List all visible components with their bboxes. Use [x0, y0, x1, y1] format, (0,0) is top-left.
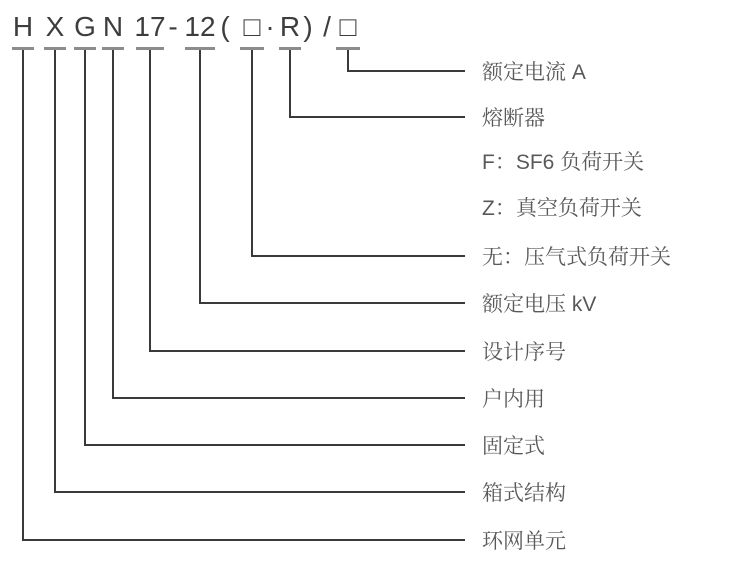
connector-vertical-square-2 — [347, 50, 349, 70]
model-token-rparen: ) — [303, 11, 313, 42]
model-token-lparen: ( — [220, 11, 230, 42]
meaning-label-fuse: 熔断器 — [482, 107, 545, 130]
connector-horizontal-square-1 — [251, 255, 465, 257]
model-token-slash: / — [323, 11, 331, 42]
connector-vertical-12 — [199, 50, 201, 302]
model-token-17: 17 — [134, 11, 166, 42]
connector-vertical-17 — [149, 50, 151, 350]
connector-vertical-n — [112, 50, 114, 397]
model-token-dot: · — [265, 11, 275, 42]
connector-horizontal-r — [289, 116, 465, 118]
model-token-square-1: □ — [243, 11, 261, 42]
connector-vertical-square-1 — [251, 50, 253, 255]
model-token-n: N — [102, 11, 124, 42]
connector-horizontal-12 — [199, 302, 465, 304]
model-token-x: X — [45, 11, 65, 42]
meaning-label-option-z: Z：真空负荷开关 — [482, 197, 642, 220]
connector-horizontal-g — [84, 444, 465, 446]
meaning-label-design-serial: 设计序号 — [482, 341, 566, 364]
connector-horizontal-n — [112, 397, 465, 399]
meaning-label-rated-voltage: 额定电压 kV — [482, 293, 597, 316]
meaning-label-indoor-use: 户内用 — [482, 388, 545, 411]
meaning-label-option-none: 无：压气式负荷开关 — [482, 246, 671, 269]
meaning-label-fixed-type: 固定式 — [482, 435, 545, 458]
model-token-r: R — [279, 11, 301, 42]
meaning-label-rated-current: 额定电流 A — [482, 61, 586, 84]
connector-horizontal-h — [22, 539, 465, 541]
connector-horizontal-square-2 — [347, 70, 465, 72]
connector-vertical-x — [54, 50, 56, 491]
model-token-g: G — [74, 11, 96, 42]
meaning-label-ring-main-unit: 环网单元 — [482, 530, 566, 553]
connector-vertical-g — [84, 50, 86, 444]
model-token-hyphen: - — [168, 11, 178, 42]
connector-vertical-r — [289, 50, 291, 116]
meaning-label-option-f: F：SF6 负荷开关 — [482, 151, 645, 174]
meaning-label-box-structure: 箱式结构 — [482, 482, 566, 505]
model-token-square-2: □ — [339, 11, 357, 42]
connector-vertical-h — [22, 50, 24, 539]
model-token-h: H — [12, 11, 34, 42]
connector-horizontal-17 — [149, 350, 465, 352]
connector-horizontal-x — [54, 491, 465, 493]
model-token-12: 12 — [184, 11, 216, 42]
